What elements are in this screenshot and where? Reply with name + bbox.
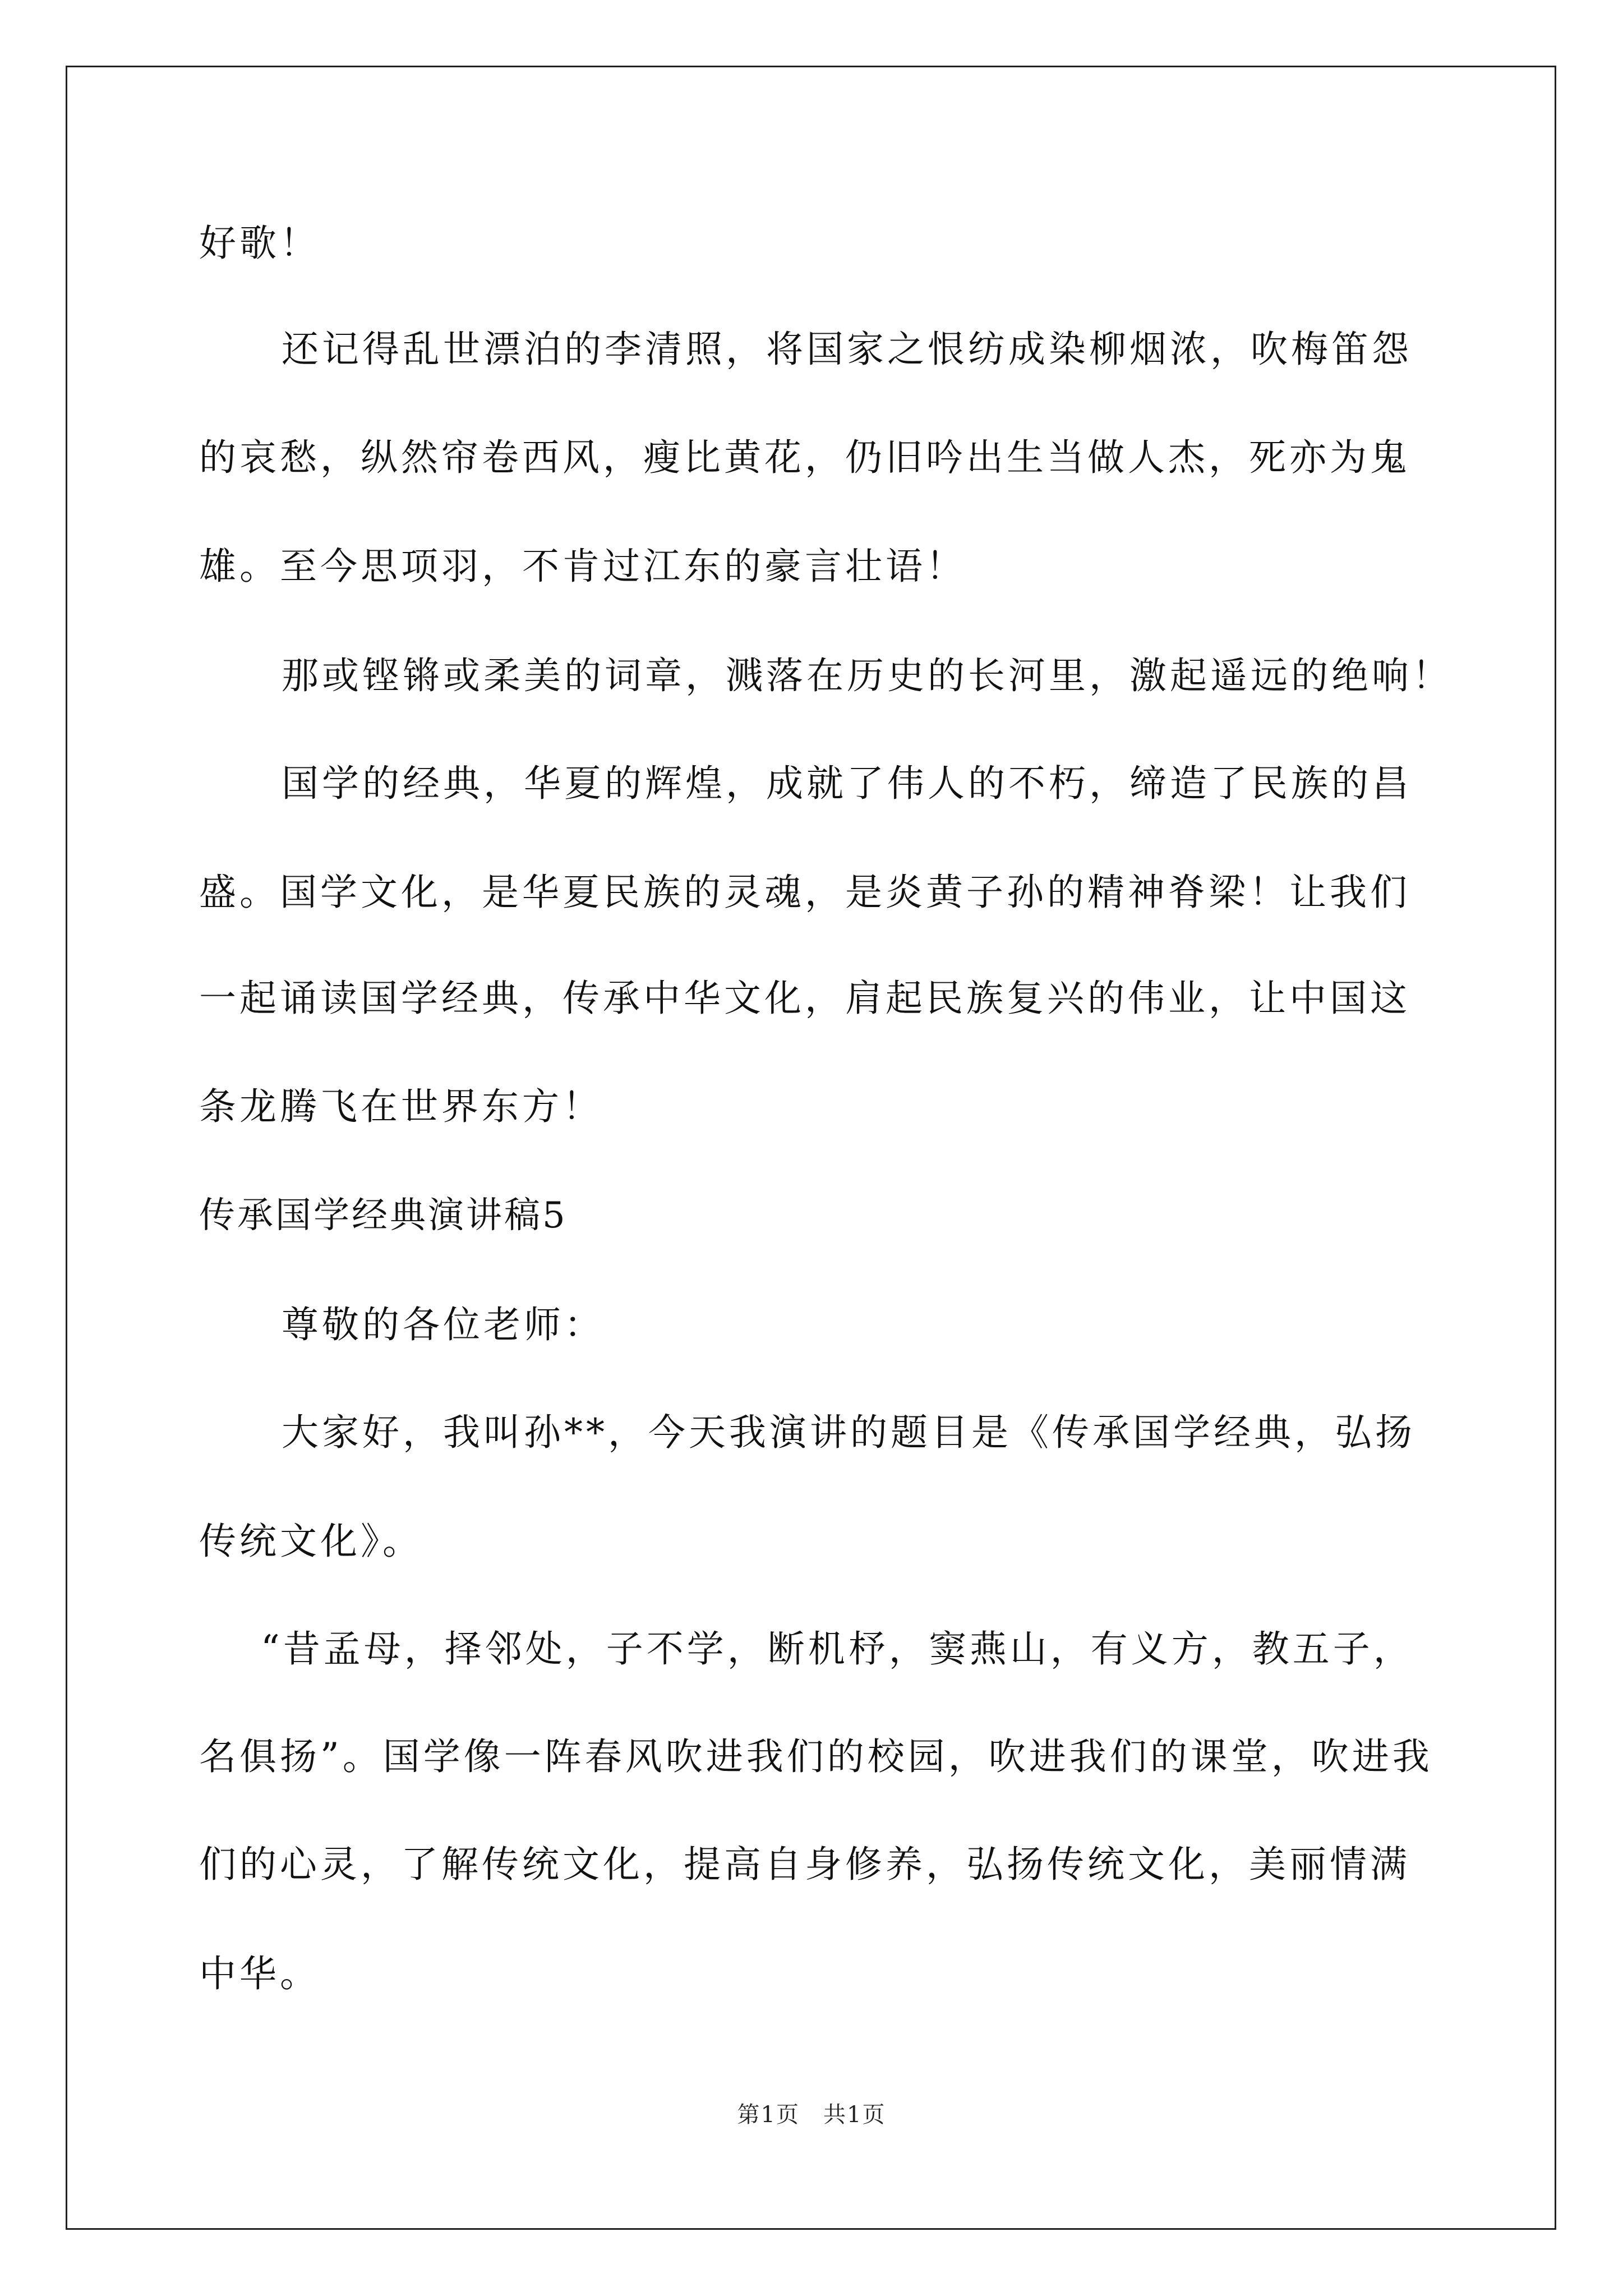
text-line: 尊敬的各位老师：	[282, 1303, 605, 1346]
text-line: 名俱扬”。国学像一阵春风吹进我们的校园，吹进我们的课堂，吹进我	[199, 1735, 1433, 1778]
section-heading: 传承国学经典演讲稿5	[199, 1195, 568, 1236]
text-line: 条龙腾飞在世界东方！	[199, 1085, 603, 1128]
text-line: 们的心灵，了解传统文化，提高自身修养，弘扬传统文化，美丽情满	[199, 1843, 1410, 1886]
text-line: 国学的经典，华夏的辉煌，成就了伟人的不朽，缔造了民族的昌	[282, 762, 1412, 805]
text-line: 中华。	[199, 1952, 320, 1995]
text-line: 那或铿锵或柔美的词章，溅落在历史的长河里，激起遥远的绝响！	[282, 654, 1453, 697]
text-line: 好歌！	[199, 222, 320, 265]
text-line: 雄。至今思项羽，不肯过江东的豪言壮语！	[199, 545, 966, 588]
page-number-footer: 第1页 共1页	[737, 2102, 886, 2128]
text-line: 的哀愁，纵然帘卷西风，瘦比黄花，仍旧吟出生当做人杰，死亦为鬼	[199, 436, 1410, 479]
text-line: 一起诵读国学经典，传承中华文化，肩起民族复兴的伟业，让中国这	[199, 977, 1410, 1020]
text-line: 还记得乱世漂泊的李清照，将国家之恨纺成染柳烟浓，吹梅笛怨	[282, 328, 1412, 371]
text-line: 大家好，我叫孙**，今天我演讲的题目是《传承国学经典，弘扬	[282, 1411, 1415, 1454]
page-border	[66, 66, 1556, 2230]
text-line: “昔孟母，择邻处，子不学，断机杼，窦燕山，有义方，教五子，	[261, 1627, 1414, 1671]
text-line: 传统文化》。	[199, 1520, 423, 1563]
text-line: 盛。国学文化，是华夏民族的灵魂，是炎黄子孙的精神脊梁！让我们	[199, 871, 1410, 914]
